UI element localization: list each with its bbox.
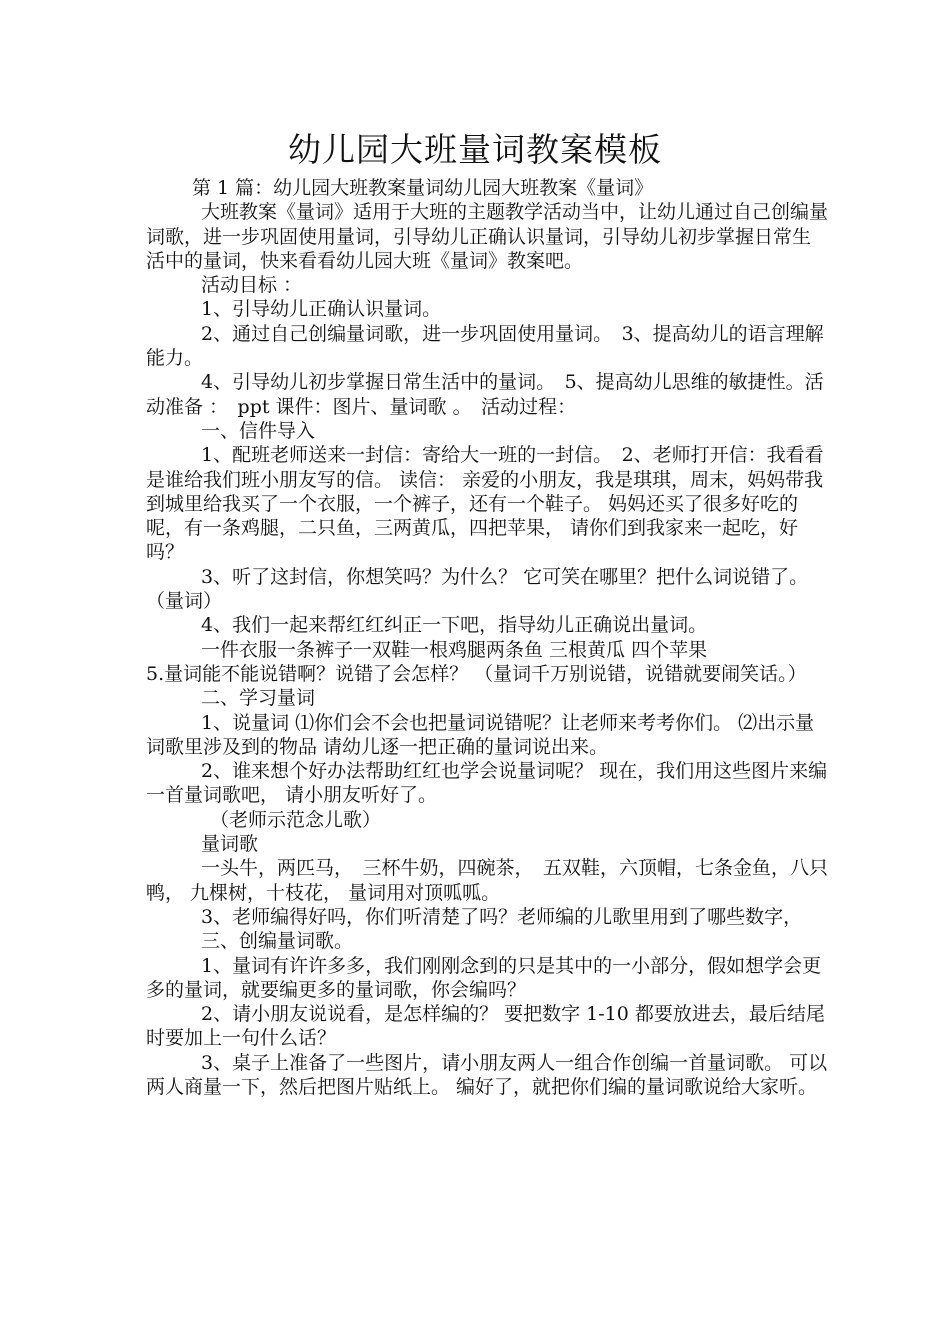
section-heading: 三、创编量词歌。: [201, 930, 354, 953]
paragraph: 2、谁来想个好办法帮助红红也学会说量词呢？ 现在，我们用这些图片来编一首量词歌吧， 请小朋友听好了。: [146, 760, 828, 807]
document-subtitle: 第 1 篇：幼儿园大班教案量词幼儿园大班教案《量词》: [192, 177, 654, 199]
paragraph: （老师示范念儿歌）: [210, 808, 382, 831]
section-heading: 二、学习量词: [201, 687, 316, 710]
paragraph: 4、引导幼儿初步掌握日常生活中的量词。 5、提高幼儿思维的敏捷性。活动准备 ： ppt 课件：图片、量词歌 。 活动过程：: [146, 371, 824, 418]
section-label: 活动目标 ：: [201, 274, 303, 297]
section-heading: 一、信件导入: [201, 419, 316, 442]
paragraph: 3、老师编得好吗，你们听清楚了吗？老师编的儿歌里用到了哪些数字，: [201, 905, 803, 928]
paragraph: 1、量词有许许多多，我们刚刚念到的只是其中的一小部分，假如想学会更多的量词，就要编更多的量词歌，你会编吗？: [146, 954, 822, 1001]
paragraph: 3、听了这封信，你想笑吗？为什么？ 它可笑在哪里？把什么词说错了。（量词）: [146, 565, 809, 613]
document-title: 幼儿园大班量词教案模板: [288, 130, 662, 169]
paragraph: 大班教案《量词》适用于大班的主题教学活动当中，让幼儿通过自己创编量词歌，进一步巩固使用量词，引导幼儿正确认识量词，引导幼儿初步掌握日常生活中的量词，快来看看幼儿园大班《量词》教案吧。: [146, 201, 829, 272]
poem-text: 一头牛，两匹马， 三杯牛奶，四碗茶， 五双鞋，六顶帽，七条金鱼，八只鸭， 九棵树，十枝花， 量词用对顶呱呱。: [146, 857, 829, 904]
paragraph: 3、桌子上准备了一些图片，请小朋友两人一组合作创编一首量词歌。 可以两人商量一下，然后把图片贴纸上。 编好了，就把你们编的量词歌说给大家听。: [146, 1051, 828, 1098]
document-body: [146, 176, 828, 1099]
paragraph: 5.量词能不能说错啊？说错了会怎样？ （量词千万别说错，说错就要闹笑话。）: [146, 662, 807, 685]
poem-title: 量词歌: [201, 833, 259, 856]
paragraph: 一件衣服一条裤子一双鞋一根鸡腿两条鱼 三根黄瓜 四个苹果: [201, 638, 708, 661]
paragraph: 4、我们一起来帮红红纠正一下吧，指导幼儿正确说出量词。: [201, 614, 708, 637]
paragraph: 1、配班老师送来一封信：寄给大一班的一封信。 2、老师打开信：我看看是谁给我们班小朋友写的信。 读信： 亲爱的小朋友，我是琪琪，周末，妈妈带我到城里给我买了一个衣服，一个裤子，还有一个鞋子。 妈妈还买了很多好吃的呢，有一条鸡腿，二只鱼，三两黄瓜，四把苹果， 请你们到我家来一起吃，好吗？: [146, 444, 824, 564]
paragraph: 1、引导幼儿正确认识量词。: [201, 298, 442, 321]
paragraph: 1、说量词 ⑴你们会不会也把量词说错呢？让老师来考考你们。 ⑵出示量词歌里涉及到的物品 请幼儿逐一把正确的量词说出来。: [146, 711, 815, 758]
paragraph: 2、请小朋友说说看，是怎样编的？ 要把数字 1-10 都要放进去，最后结尾时要加上一句什么话？: [146, 1003, 825, 1050]
paragraph: 2、通过自己创编量词歌，进一步巩固使用量词。 3、提高幼儿的语言理解能力。: [146, 322, 824, 370]
